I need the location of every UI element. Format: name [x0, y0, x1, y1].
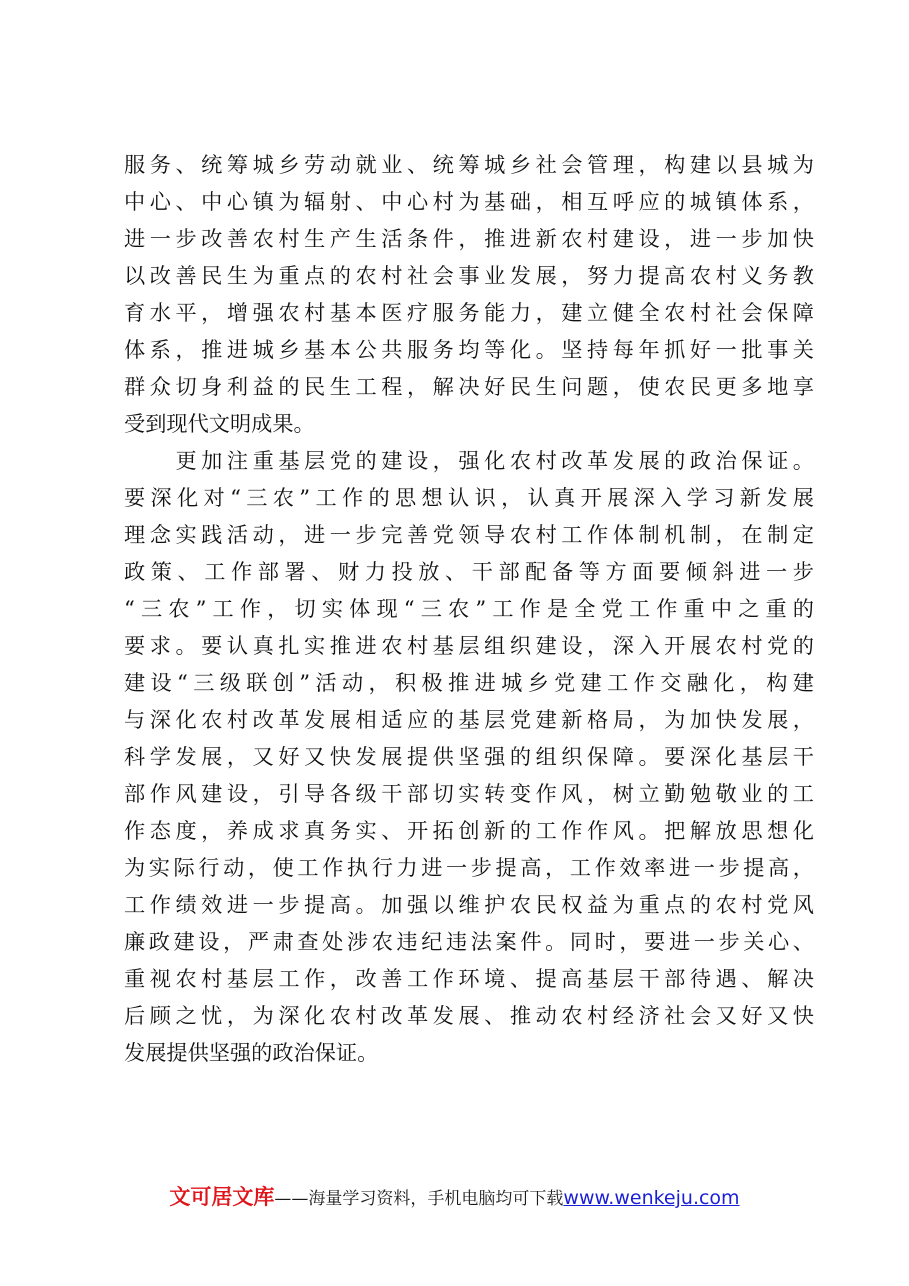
- text-line: 后顾之忧，为深化农村改革发展、推动农村经济社会又好又快: [124, 1003, 814, 1028]
- text-line: 为实际行动，使工作执行力进一步提高，工作效率进一步提高，: [124, 855, 814, 880]
- text-line: 要求。要认真扎实推进农村基层组织建设，深入开展农村党的: [124, 633, 814, 658]
- text-line: 廉政建设，严肃查处涉农违纪违法案件。同时，要进一步关心、: [124, 929, 814, 954]
- text-line: 政策、工作部署、财力投放、干部配备等方面要倾斜进一步: [124, 559, 814, 584]
- footer-tagline: ——海量学习资料，手机电脑均可下载: [274, 1189, 564, 1209]
- text-line: 进一步改善农村生产生活条件，推进新农村建设，进一步加快: [124, 226, 814, 251]
- footer-banner: [0, 1181, 909, 1213]
- text-line: 要深化对“三农”工作的思想认识，认真开展深入学习新发展: [124, 485, 814, 510]
- text-line: 服务、统筹城乡劳动就业、统筹城乡社会管理，构建以县城为: [124, 152, 814, 177]
- text-line: 以改善民生为重点的农村社会事业发展，努力提高农村义务教: [124, 263, 814, 288]
- text-line: 受到现代文明成果。: [124, 411, 315, 436]
- text-line: 发展提供坚强的政治保证。: [124, 1040, 379, 1065]
- text-line: 体系，推进城乡基本公共服务均等化。坚持每年抓好一批事关: [124, 337, 814, 362]
- text-line: 更加注重基层党的建设，强化农村改革发展的政治保证。: [124, 448, 814, 473]
- text-line: 部作风建设，引导各级干部切实转变作风，树立勤勉敬业的工: [124, 781, 814, 806]
- text-line: “三农”工作，切实体现“三农”工作是全党工作重中之重的: [124, 596, 814, 621]
- footer-url-link[interactable]: www.wenkeju.com: [563, 1187, 740, 1209]
- footer-brand: 文可居文库: [169, 1185, 275, 1209]
- text-line: 重视农村基层工作，改善工作环境、提高基层干部待遇、解决: [124, 966, 814, 991]
- text-line: 作态度，养成求真务实、开拓创新的工作作风。把解放思想化: [124, 818, 814, 843]
- text-line: 育水平，增强农村基本医疗服务能力，建立健全农村社会保障: [124, 300, 814, 325]
- text-line: 与深化农村改革发展相适应的基层党建新格局，为加快发展，: [124, 707, 814, 732]
- text-line: 理念实践活动，进一步完善党领导农村工作体制机制，在制定: [124, 522, 814, 547]
- document-body: [124, 146, 814, 1071]
- text-line: 建设“三级联创”活动，积极推进城乡党建工作交融化，构建: [124, 670, 814, 695]
- text-line: 群众切身利益的民生工程，解决好民生问题，使农民更多地享: [124, 374, 814, 399]
- text-line: 工作绩效进一步提高。加强以维护农民权益为重点的农村党风: [124, 892, 814, 917]
- text-line: 中心、中心镇为辐射、中心村为基础，相互呼应的城镇体系，: [124, 189, 814, 214]
- text-line: 科学发展，又好又快发展提供坚强的组织保障。要深化基层干: [124, 744, 814, 769]
